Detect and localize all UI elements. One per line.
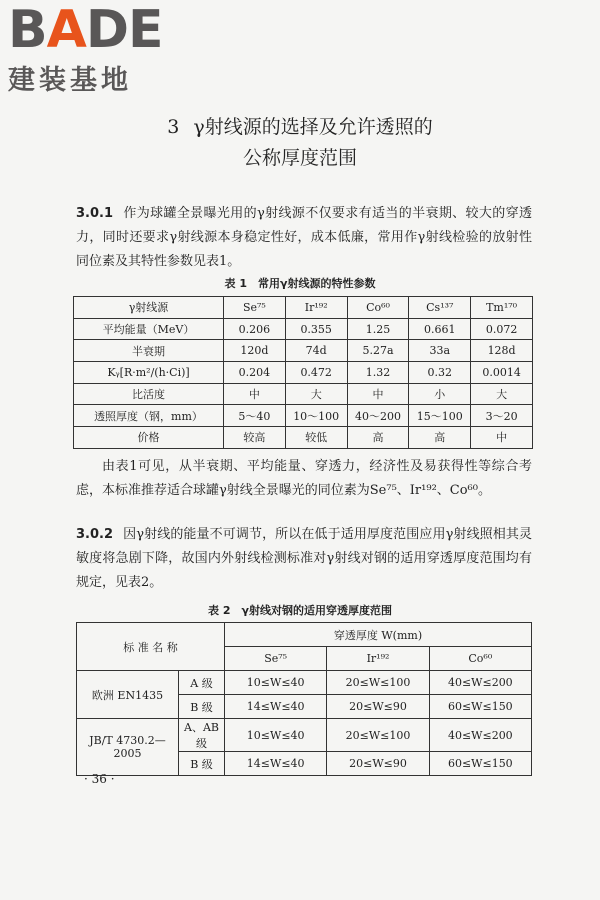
row-label-cell: 价格 — [74, 427, 224, 449]
table-cell: 1.32 — [347, 362, 409, 384]
standard-name-cell: JB/T 4730.2—2005 — [77, 719, 179, 776]
table-row — [74, 340, 533, 362]
table-cell: 0.204 — [224, 362, 286, 384]
table-cell: 0.472 — [285, 362, 347, 384]
thickness-range-cell: 20≤W≤100 — [327, 719, 429, 752]
thickness-range-cell: 60≤W≤150 — [429, 752, 531, 776]
table-cell: 0.206 — [224, 318, 286, 340]
table-row — [74, 318, 533, 340]
table-cell: 0.072 — [471, 318, 533, 340]
row-label-cell: 比活度 — [74, 383, 224, 405]
header-cell: Tm¹⁷⁰ — [471, 297, 533, 319]
header-cell: γ射线源 — [74, 297, 224, 319]
thickness-range-cell: 20≤W≤90 — [327, 695, 429, 719]
thickness-range-cell: 14≤W≤40 — [225, 695, 327, 719]
header-cell: Se⁷⁵ — [224, 297, 286, 319]
table-row — [74, 383, 533, 405]
table-cell: 0.0014 — [471, 362, 533, 384]
table-cell: 高 — [409, 427, 471, 449]
table-cell: 1.25 — [347, 318, 409, 340]
header-cell: Ir¹⁹² — [285, 297, 347, 319]
table-cell: 40～200 — [347, 405, 409, 427]
row-label-cell: 平均能量（MeV） — [74, 318, 224, 340]
grade-cell: A 级 — [179, 671, 225, 695]
isotope-header-cell: Se⁷⁵ — [225, 647, 327, 671]
table-cell: 128d — [471, 340, 533, 362]
isotope-properties-table — [73, 296, 533, 449]
section-text: 作为球罐全景曝光用的γ射线源不仅要求有适当的半衰期、较大的穿透力，同时还要求γ射线源本身稳定性好，成本低廉，常用作γ射线检验的放射性同位素及其特性参数见表1。 — [76, 206, 532, 269]
thickness-range-cell: 20≤W≤90 — [327, 752, 429, 776]
thickness-range-cell: 40≤W≤200 — [429, 719, 531, 752]
logo-mark: BADE — [8, 0, 163, 60]
table-header-row — [74, 297, 533, 319]
row-label-cell: 半衰期 — [74, 340, 224, 362]
grade-cell: A、AB 级 — [179, 719, 225, 752]
table-row — [74, 427, 533, 449]
grade-cell: B 级 — [179, 752, 225, 776]
chapter-title-line1 — [0, 112, 600, 142]
table-cell: 10～100 — [285, 405, 347, 427]
logo-chinese-text: 建装基地 — [8, 65, 132, 96]
table-cell: 中 — [224, 383, 286, 405]
chapter-title-line2: 公称厚度范围 — [242, 147, 357, 169]
table-cell: 小 — [409, 383, 471, 405]
chapter-title-text: γ射线源的选择及允许透照的 — [193, 116, 433, 138]
table-cell: 120d — [224, 340, 286, 362]
thickness-range-cell: 40≤W≤200 — [429, 671, 531, 695]
thickness-range-cell: 60≤W≤150 — [429, 695, 531, 719]
thickness-range-cell: 14≤W≤40 — [225, 752, 327, 776]
row-label-cell: 透照厚度（钢，mm） — [74, 405, 224, 427]
table-cell: 大 — [285, 383, 347, 405]
table-row — [77, 719, 532, 752]
isotope-header-cell: Co⁶⁰ — [429, 647, 531, 671]
standard-name-header: 标 准 名 称 — [77, 623, 225, 671]
chapter-number: 3 — [167, 116, 180, 138]
header-cell: Cs¹³⁷ — [409, 297, 471, 319]
section-3-0-1 — [76, 202, 532, 274]
table-cell: 33a — [409, 340, 471, 362]
penetration-thickness-table — [76, 622, 532, 776]
bade-logo — [8, 0, 163, 97]
table-cell: 0.661 — [409, 318, 471, 340]
table-row — [77, 671, 532, 695]
page-number: · 36 · — [84, 772, 115, 786]
section-3-0-2 — [76, 523, 532, 595]
table-cell: 0.32 — [409, 362, 471, 384]
thickness-range-cell: 10≤W≤40 — [225, 671, 327, 695]
table-cell: 中 — [471, 427, 533, 449]
table-cell: 74d — [285, 340, 347, 362]
table-cell: 3～20 — [471, 405, 533, 427]
section-text: 因γ射线的能量不可调节，所以在低于适用厚度范围应用γ射线照相其灵敏度将急剧下降，故国内外射线检测标准对γ射线对钢的适用穿透厚度范围均有规定，见表2。 — [76, 527, 532, 590]
table-row — [74, 362, 533, 384]
table2-caption: 表 2 γ射线对钢的适用穿透厚度范围 — [208, 604, 392, 617]
paragraph-after-table1: 由表1可见，从半衰期、平均能量、穿透力，经济性及易获得性等综合考虑，本标准推荐适合球罐γ射线全景曝光的同位素为Se⁷⁵、Ir¹⁹²、Co⁶⁰。 — [76, 459, 532, 498]
header-cell: Co⁶⁰ — [347, 297, 409, 319]
thickness-range-cell: 10≤W≤40 — [225, 719, 327, 752]
section-label: 3.0.1 — [76, 206, 114, 221]
table-header-row — [77, 623, 532, 647]
table-cell: 5.27a — [347, 340, 409, 362]
table-cell: 较高 — [224, 427, 286, 449]
isotope-header-cell: Ir¹⁹² — [327, 647, 429, 671]
table-cell: 15～100 — [409, 405, 471, 427]
table-cell: 高 — [347, 427, 409, 449]
thickness-header: 穿透厚度 W(mm) — [225, 623, 532, 647]
table-cell: 0.355 — [285, 318, 347, 340]
standard-name-cell: 欧洲 EN1435 — [77, 671, 179, 719]
table-cell: 中 — [347, 383, 409, 405]
section-label: 3.0.2 — [76, 527, 114, 542]
thickness-range-cell: 20≤W≤100 — [327, 671, 429, 695]
table-cell: 较低 — [285, 427, 347, 449]
table-row — [74, 405, 533, 427]
table-cell: 大 — [471, 383, 533, 405]
table-cell: 5～40 — [224, 405, 286, 427]
grade-cell: B 级 — [179, 695, 225, 719]
table1-caption: 表 1 常用γ射线源的特性参数 — [224, 277, 376, 290]
row-label-cell: Kᵧ[R·m²/(h·Ci)] — [74, 362, 224, 384]
